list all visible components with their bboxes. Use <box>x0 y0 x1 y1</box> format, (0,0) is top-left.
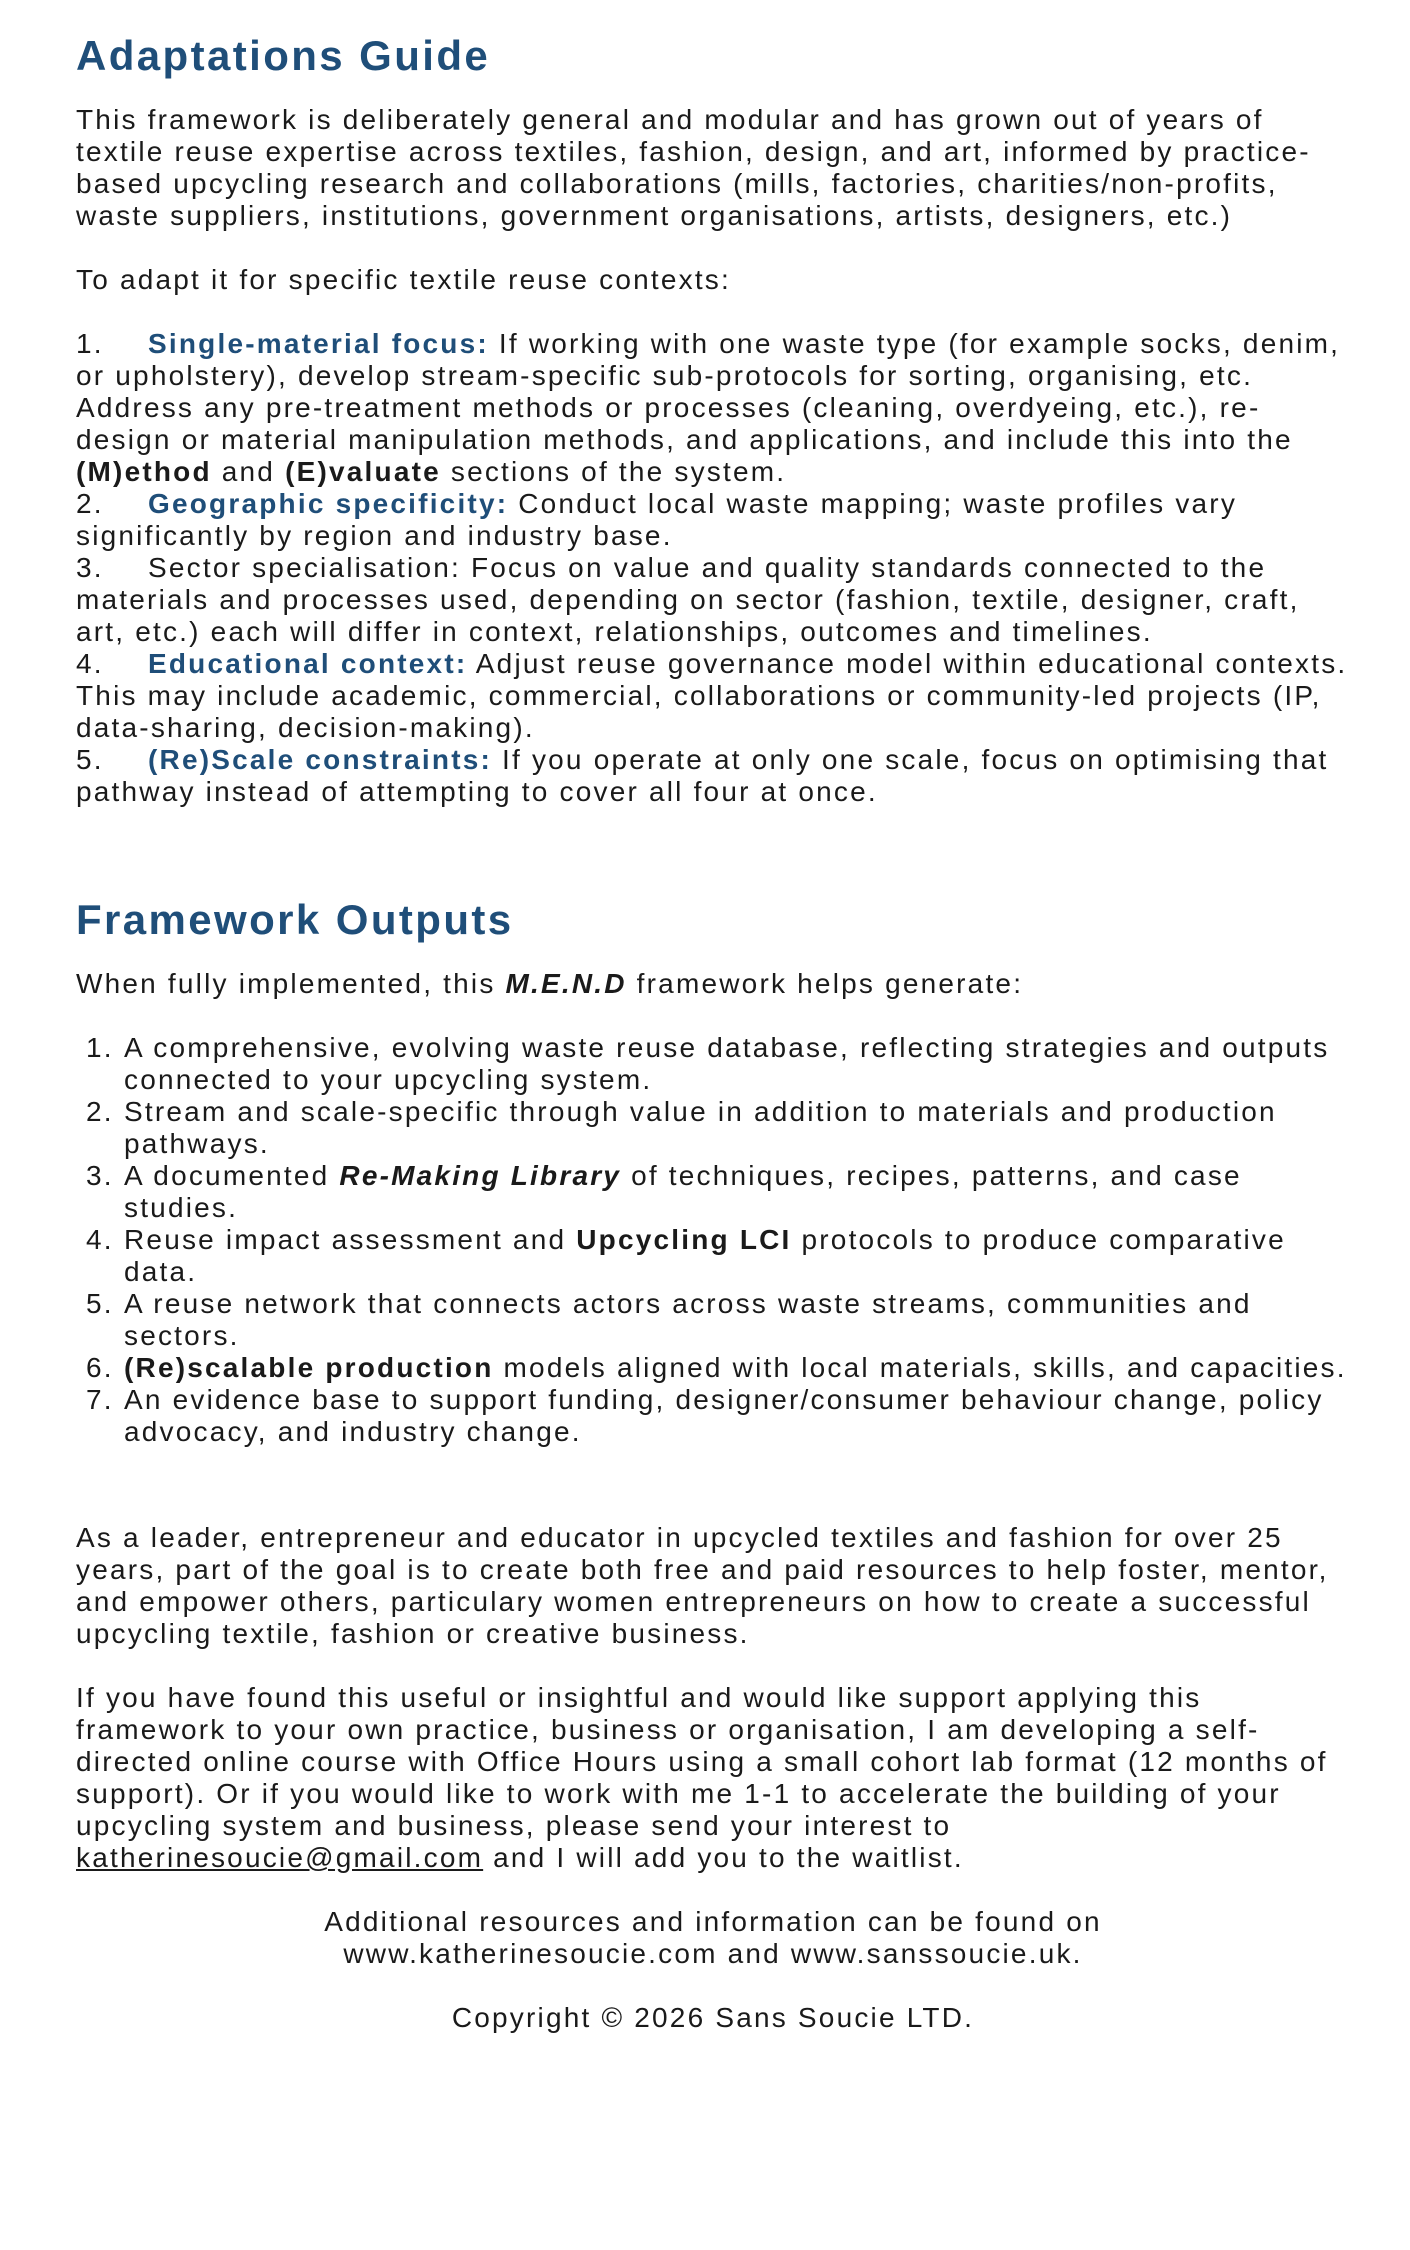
adaptation-item-5 <box>76 744 1350 808</box>
mend-term: M.E.N.D <box>505 968 627 999</box>
outputs-intro <box>76 968 1350 1000</box>
intro-text: framework helps generate: <box>626 968 1024 999</box>
email-link[interactable]: katherinesoucie@gmail.com <box>76 1842 484 1873</box>
output-item-7 <box>76 1384 1350 1448</box>
item-number: 4. <box>76 648 104 679</box>
item-text: Adjust reuse governance model within educational contexts. This may include academic, commercial, collaborations or community-led projects (IP, data-sharing, decision-making). <box>76 648 1348 743</box>
resources-note <box>76 1906 1350 1970</box>
item-number: 1. <box>86 1032 114 1063</box>
contact-paragraph <box>76 1682 1350 1874</box>
adaptations-intro: This framework is deliberately general and modular and has grown out of years of textile reuse expertise across textiles, fashion, design, and art, informed by practice-based upcycling research and collaborations (mills, factories, charities/non-profits, waste suppliers, institutions, government organisations, artists, designers, etc.) <box>76 104 1311 231</box>
item-number: 4. <box>86 1224 114 1255</box>
remaking-library-term: Re-Making Library <box>339 1160 622 1191</box>
item-text: Conduct local waste mapping; waste profiles vary significantly by region and industry base. <box>76 488 1238 551</box>
adaptation-item-1 <box>76 328 1350 488</box>
output-item-2 <box>76 1096 1350 1160</box>
adaptation-item-2 <box>76 488 1350 552</box>
adaptations-lead: To adapt it for specific textile reuse contexts: <box>76 264 731 295</box>
item-text: If working with one waste type (for example socks, denim, or upholstery), develop stream-specific sub-protocols for sorting, organising, etc. Address any pre-treatment methods or processes (cleaning, overdyeing, etc.), re-design or material manipulation methods, and applications, and include this into the <box>76 328 1341 455</box>
method-term: (M)ethod <box>76 456 212 487</box>
item-text: If you operate at only one scale, focus on optimising that pathway instead of attempting to cover all four at once. <box>76 744 1329 807</box>
output-item-1 <box>76 1032 1350 1096</box>
output-item-5 <box>76 1288 1350 1352</box>
output-item-6 <box>76 1352 1350 1384</box>
item-text: protocols to produce comparative data. <box>124 1224 1286 1287</box>
item-text: A reuse network that connects actors across waste streams, communities and sectors. <box>124 1288 1252 1351</box>
item-text: of techniques, recipes, patterns, and case studies. <box>124 1160 1242 1223</box>
upcycling-lci-term: Upcycling LCI <box>576 1224 792 1255</box>
outputs-list <box>76 1032 1350 1448</box>
contact-text: If you have found this useful or insightful and would like support applying this framework to your own practice, business or organisation, I am developing a self-directed online course with Office Hours using a small cohort lab format (12 months of support). Or if you would like to work with me 1-1 to accelerate the building of your upcycling system and business, please send your interest to <box>76 1682 1328 1841</box>
adaptation-item-4 <box>76 648 1350 744</box>
item-title: Geographic specificity: <box>148 488 509 519</box>
contact-text: and I will add you to the waitlist. <box>483 1842 964 1873</box>
item-text: Reuse impact assessment and <box>124 1224 577 1255</box>
copyright: Copyright © 2026 Sans Soucie LTD. <box>451 2002 975 2033</box>
item-number: 2. <box>76 488 104 519</box>
item-title: Educational context: <box>148 648 468 679</box>
item-title: (Re)Scale constraints: <box>148 744 493 775</box>
item-number: 7. <box>86 1384 114 1415</box>
item-text: Stream and scale-specific through value in addition to materials and production pathways. <box>124 1096 1277 1159</box>
adaptation-item-3 <box>76 552 1350 648</box>
item-number: 5. <box>86 1288 114 1319</box>
resources-line-1: Additional resources and information can be found on <box>324 1906 1102 1937</box>
item-number: 1. <box>76 328 104 359</box>
item-text: A comprehensive, evolving waste reuse database, reflecting strategies and outputs connected to your upcycling system. <box>124 1032 1330 1095</box>
item-text: An evidence base to support funding, designer/consumer behaviour change, policy advocacy, and industry change. <box>124 1384 1324 1447</box>
output-item-4 <box>76 1224 1350 1288</box>
evaluate-term: (E)valuate <box>285 456 441 487</box>
item-number: 5. <box>76 744 104 775</box>
item-title: Single-material focus: <box>148 328 489 359</box>
item-text: and <box>211 456 286 487</box>
item-number: 3. <box>86 1160 114 1191</box>
item-text: A documented <box>124 1160 340 1191</box>
about-paragraph: As a leader, entrepreneur and educator in upcycled textiles and fashion for over 25 years, part of the goal is to create both free and paid resources to help foster, mentor, and empower others, particulary women entrepreneurs on how to create a successful upcycling textile, fashion or creative business. <box>76 1522 1329 1649</box>
outputs-heading: Framework Outputs <box>76 896 514 943</box>
item-number: 6. <box>86 1352 114 1383</box>
intro-text: When fully implemented, this <box>76 968 506 999</box>
item-number: 2. <box>86 1096 114 1127</box>
item-number: 3. <box>76 552 104 583</box>
adaptations-list <box>76 328 1350 808</box>
resources-line-2: www.katherinesoucie.com and www.sanssoucie.uk. <box>343 1938 1083 1969</box>
adaptations-heading: Adaptations Guide <box>76 32 491 79</box>
item-text: Sector specialisation: Focus on value and quality standards connected to the materials and processes used, depending on sector (fashion, textile, designer, craft, art, etc.) each will differ in context, relationships, outcomes and timelines. <box>76 552 1300 647</box>
rescalable-production-term: (Re)scalable production <box>124 1352 494 1383</box>
item-text: sections of the system. <box>440 456 787 487</box>
item-text: models aligned with local materials, skills, and capacities. <box>493 1352 1347 1383</box>
output-item-3 <box>76 1160 1350 1224</box>
